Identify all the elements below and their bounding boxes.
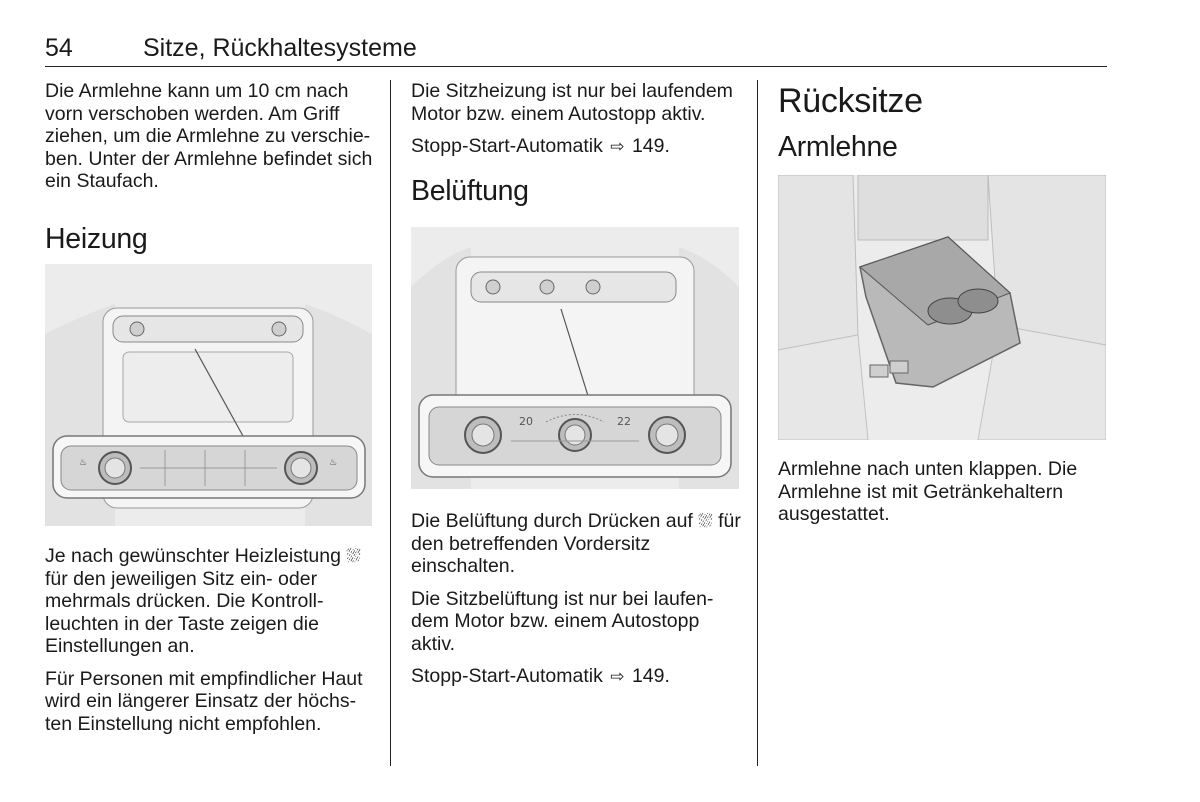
rear-armrest-illustration xyxy=(778,175,1106,440)
svg-text:♨: ♨ xyxy=(329,458,338,468)
ventilation-illustration xyxy=(411,227,739,489)
column-1 xyxy=(45,80,380,256)
armrest-heading: Armlehne xyxy=(778,131,898,163)
column-3 xyxy=(778,82,1108,164)
reference-link-2[interactable] xyxy=(411,665,746,689)
heating-illustration xyxy=(45,264,372,526)
ventilation-paragraph-2: Die Sitzbelüftung ist nur bei laufen-dem Motor bzw. einem Autostopp aktiv. xyxy=(411,587,714,655)
rear-seats-title: Rücksitze xyxy=(778,82,923,120)
column-divider xyxy=(757,80,758,766)
reference-arrow-icon: ⇨ xyxy=(610,137,625,156)
column-2-lower xyxy=(411,510,746,699)
reference-page: 149. xyxy=(631,135,670,157)
seat-heating-note: Die Sitzheizung ist nur bei laufendem Motor bzw. einem Autostopp aktiv. xyxy=(411,80,733,125)
seat-ventilation-icon: ⛆ xyxy=(698,511,713,531)
panel-temp-right: 22 xyxy=(617,415,631,428)
reference-text: Stopp-Start-Automatik xyxy=(411,665,603,687)
column-3-lower xyxy=(778,458,1108,536)
column-1-lower xyxy=(45,545,380,745)
heating-heading: Heizung xyxy=(45,222,148,255)
ventilation-text-b: für den betreffenden Vordersitz einschalten. xyxy=(411,510,741,577)
reference-link-1[interactable] xyxy=(411,135,746,159)
panel-temp-left: 20 xyxy=(519,415,533,428)
reference-text: Stopp-Start-Automatik xyxy=(411,135,603,157)
page-number: 54 xyxy=(45,34,73,62)
armrest-paragraph: Armlehne nach unten klappen. Die Armlehne ist mit Getränkehaltern ausgestattet. xyxy=(778,458,1078,525)
heating-text-b: für den jeweiligen Sitz ein- oder mehrmals drücken. Die Kontroll-leuchten in der Taste zeigen die Einstellungen an. xyxy=(45,567,324,657)
heating-text-a: Je nach gewünschter Heizleistung xyxy=(45,545,341,567)
armrest-intro-paragraph: Die Armlehne kann um 10 cm nach vorn verschoben werden. Am Griff ziehen, um die Armlehne zu verschie-ben. Unter der Armlehne befindet sich ein Staufach. xyxy=(45,80,373,192)
ventilation-heading: Belüftung xyxy=(411,174,529,207)
seat-heat-icon: ⛆ xyxy=(346,546,361,566)
reference-page: 149. xyxy=(631,665,670,687)
heating-paragraph-1 xyxy=(45,545,380,658)
column-divider xyxy=(390,80,391,766)
ventilation-text-a: Die Belüftung durch Drücken auf xyxy=(411,510,693,532)
column-2 xyxy=(411,80,746,208)
ventilation-paragraph-1 xyxy=(411,510,746,578)
page-header xyxy=(45,32,1107,67)
reference-arrow-icon: ⇨ xyxy=(610,667,625,686)
chapter-title: Sitze, Rückhaltesysteme xyxy=(143,34,417,62)
svg-text:♨: ♨ xyxy=(79,458,88,468)
heating-paragraph-2: Für Personen mit empfindlicher Haut wird ein längerer Einsatz der höchs-ten Einstellung nicht empfohlen. xyxy=(45,667,363,735)
